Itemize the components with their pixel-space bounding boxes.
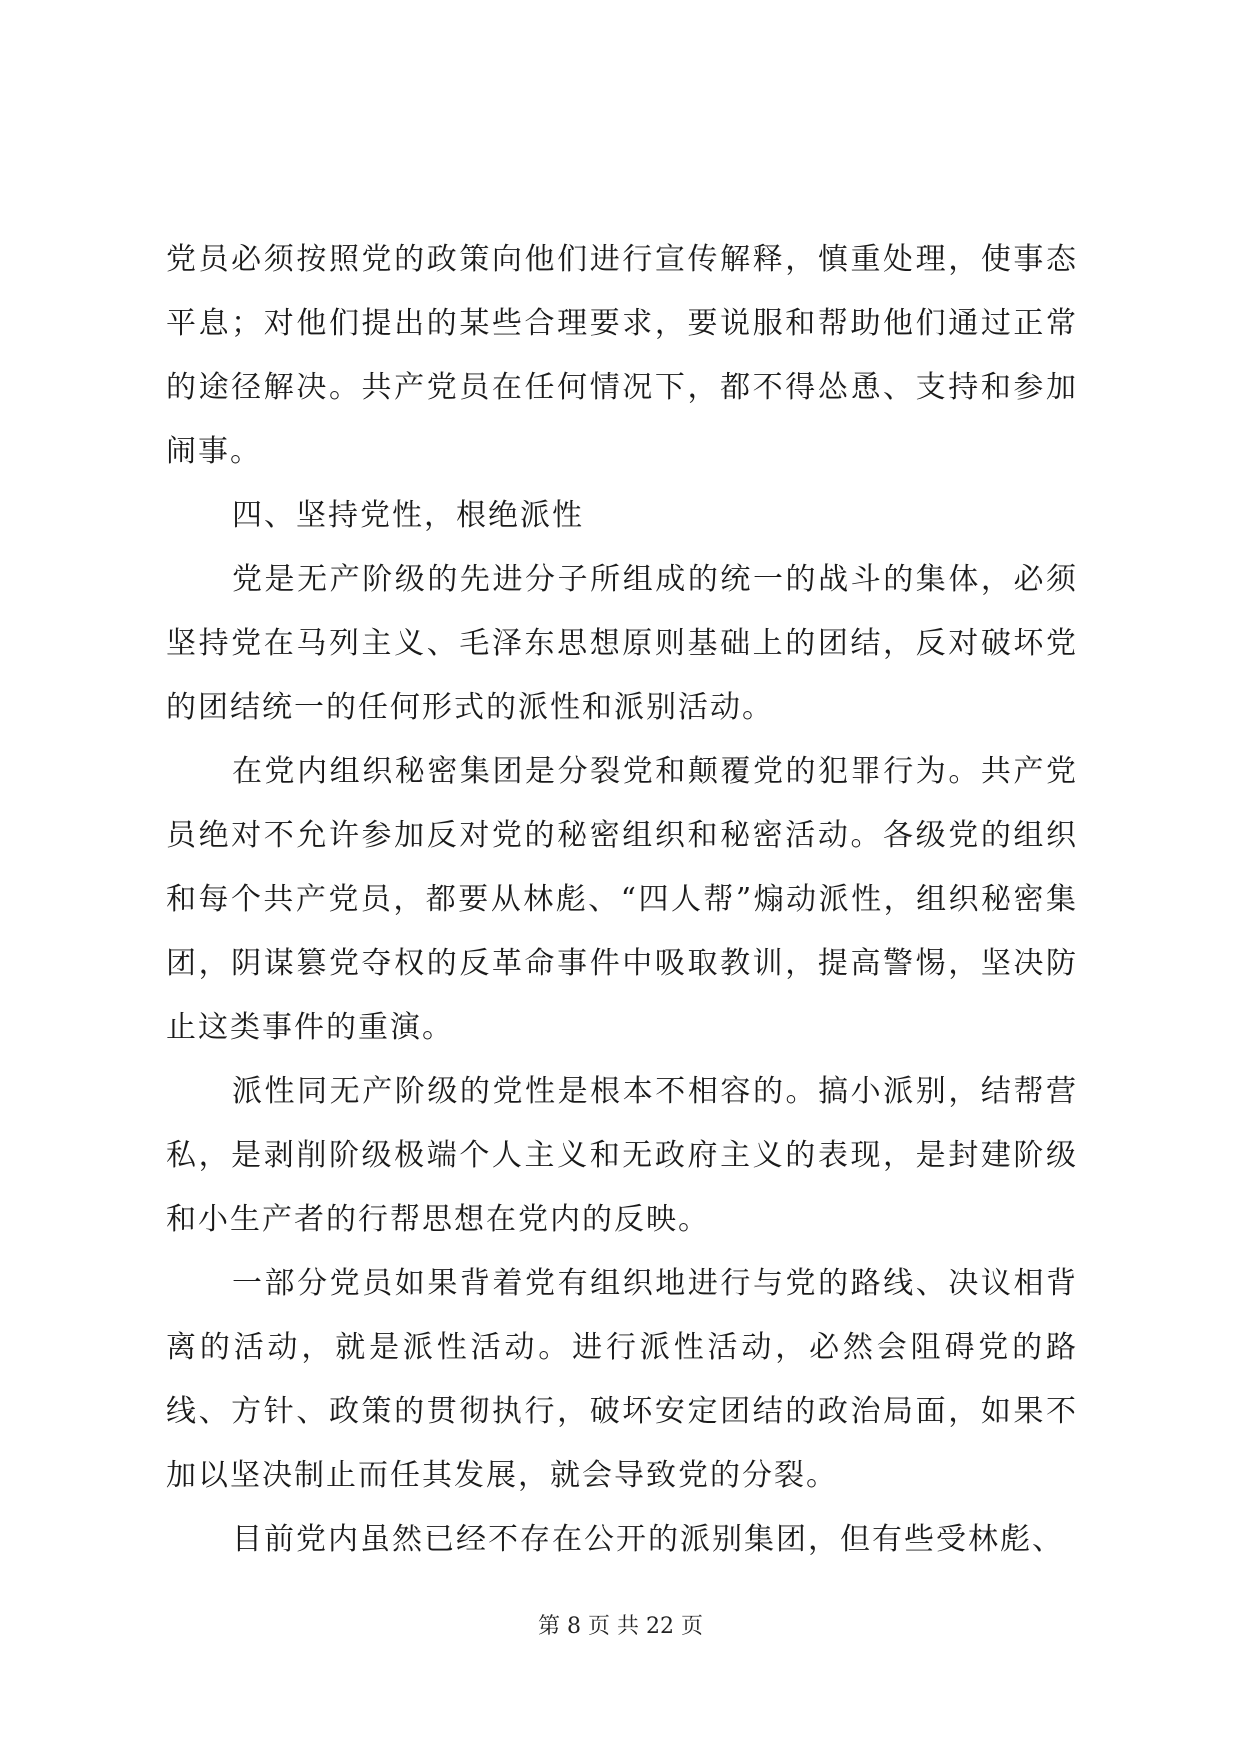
section-heading: 四、坚持党性，根绝派性 xyxy=(232,498,584,533)
paragraph: 目前党内虽然已经不存在公开的派别集团，但有些受林彪、 xyxy=(232,1522,1064,1557)
paragraph: 在党内组织秘密集团是分裂党和颠覆党的犯罪行为。共产党员绝对不允许参加反对党的秘密组织和秘密活动。各级党的组织和每个共产党员，都要从林彪、“四人帮”煽动派性，组织秘密集团，阴谋篡党夺权的反革命事件中吸取教训，提高警惕，坚决防止这类事件的重演。 xyxy=(166,754,1078,1045)
paragraph-continuation: 党员必须按照党的政策向他们进行宣传解释，慎重处理，使事态平息；对他们提出的某些合理要求，要说服和帮助他们通过正常的途径解决。共产党员在任何情况下，都不得怂恿、支持和参加闹事。 xyxy=(166,242,1078,469)
paragraph: 一部分党员如果背着党有组织地进行与党的路线、决议相背离的活动，就是派性活动。进行派性活动，必然会阻碍党的路线、方针、政策的贯彻执行，破坏安定团结的政治局面，如果不加以坚决制止而任其发展，就会导致党的分裂。 xyxy=(166,1266,1078,1493)
page-number-footer: 第 8 页 共 22 页 xyxy=(538,1614,703,1639)
paragraph: 派性同无产阶级的党性是根本不相容的。搞小派别，结帮营私，是剥削阶级极端个人主义和无政府主义的表现，是封建阶级和小生产者的行帮思想在党内的反映。 xyxy=(166,1074,1078,1237)
document-body xyxy=(166,228,1078,1572)
paragraph: 党是无产阶级的先进分子所组成的统一的战斗的集体，必须坚持党在马列主义、毛泽东思想原则基础上的团结，反对破坏党的团结统一的任何形式的派性和派别活动。 xyxy=(166,562,1078,725)
